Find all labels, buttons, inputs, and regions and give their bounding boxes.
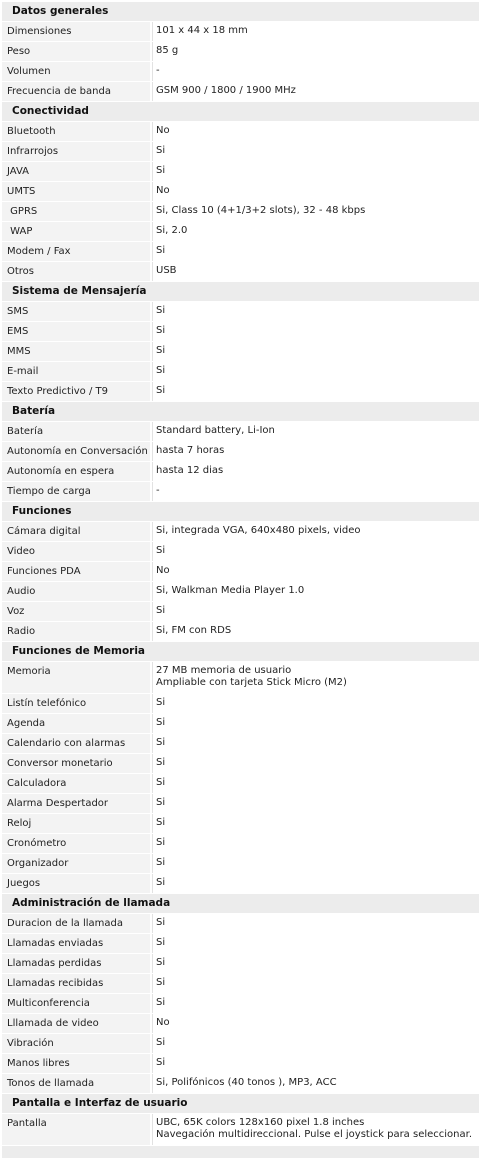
spec-value xyxy=(152,1114,479,1145)
spec-value-line: Si xyxy=(156,877,166,888)
spec-value xyxy=(152,242,479,261)
spec-row xyxy=(2,794,479,813)
spec-value-line: Navegación multidireccional. Pulse el joystick para seleccionar. xyxy=(156,1129,473,1140)
spec-value xyxy=(152,462,479,481)
spec-value xyxy=(152,622,479,641)
spec-value xyxy=(152,1074,479,1093)
spec-label: Duracion de la llamada xyxy=(2,914,150,933)
spec-row xyxy=(2,162,479,181)
spec-value xyxy=(152,162,479,181)
spec-label: Autonomía en Conversación xyxy=(2,442,150,461)
spec-label: Agenda xyxy=(2,714,150,733)
spec-value xyxy=(152,202,479,221)
spec-row xyxy=(2,714,479,733)
spec-value-line: Si xyxy=(156,605,166,616)
spec-row xyxy=(2,602,479,621)
spec-value-line: Si xyxy=(156,345,166,356)
spec-row xyxy=(2,874,479,893)
spec-label: Voz xyxy=(2,602,150,621)
section-header: Conectividad xyxy=(2,102,479,121)
spec-label: Memoria xyxy=(2,662,150,693)
spec-value xyxy=(152,974,479,993)
spec-label: Llamadas recibidas xyxy=(2,974,150,993)
spec-row xyxy=(2,1054,479,1073)
spec-value-line: - xyxy=(156,485,160,496)
spec-row xyxy=(2,814,479,833)
spec-value xyxy=(152,302,479,321)
spec-row xyxy=(2,1114,479,1145)
spec-value-line: Si, 2.0 xyxy=(156,225,188,236)
spec-row xyxy=(2,142,479,161)
spec-value-line: Si xyxy=(156,385,166,396)
spec-label: Tiempo de carga xyxy=(2,482,150,501)
spec-row xyxy=(2,854,479,873)
spec-value-line: Ampliable con tarjeta Stick Micro (M2) xyxy=(156,677,347,688)
spec-value-line: Si xyxy=(156,857,166,868)
spec-value-line: Si xyxy=(156,325,166,336)
spec-value-line: Si xyxy=(156,305,166,316)
spec-value xyxy=(152,122,479,141)
spec-label: SMS xyxy=(2,302,150,321)
spec-row xyxy=(2,542,479,561)
spec-row xyxy=(2,222,479,241)
spec-value xyxy=(152,322,479,341)
spec-row xyxy=(2,1014,479,1033)
spec-label: Funciones PDA xyxy=(2,562,150,581)
spec-value xyxy=(152,754,479,773)
spec-label: Llamadas perdidas xyxy=(2,954,150,973)
spec-value xyxy=(152,562,479,581)
spec-value-line: 85 g xyxy=(156,45,179,56)
spec-label: WAP xyxy=(2,222,150,241)
spec-value-line: Si xyxy=(156,365,166,376)
spec-label: Conversor monetario xyxy=(2,754,150,773)
spec-value-line: Si, Polifónicos (40 tonos ), MP3, ACC xyxy=(156,1077,337,1088)
spec-value xyxy=(152,714,479,733)
spec-row xyxy=(2,182,479,201)
section-header: Pantalla e Interfaz de usuario xyxy=(2,1094,479,1113)
spec-value-line: UBC, 65K colors 128x160 pixel 1.8 inches xyxy=(156,1117,365,1128)
spec-label: Frecuencia de banda xyxy=(2,82,150,101)
spec-value xyxy=(152,442,479,461)
section-header: Batería xyxy=(2,402,479,421)
spec-row xyxy=(2,422,479,441)
spec-value-line: No xyxy=(156,185,170,196)
spec-value xyxy=(152,602,479,621)
spec-label: Otros xyxy=(2,262,150,281)
spec-row xyxy=(2,562,479,581)
spec-label: Multiconferencia xyxy=(2,994,150,1013)
spec-row xyxy=(2,954,479,973)
spec-row xyxy=(2,342,479,361)
spec-value-line: Si xyxy=(156,977,166,988)
spec-label: MMS xyxy=(2,342,150,361)
spec-value xyxy=(152,1034,479,1053)
spec-value-line: Si xyxy=(156,1037,166,1048)
spec-value-line: hasta 12 dias xyxy=(156,465,224,476)
spec-label: Modem / Fax xyxy=(2,242,150,261)
spec-label: JAVA xyxy=(2,162,150,181)
spec-row xyxy=(2,82,479,101)
spec-label: Autonomía en espera xyxy=(2,462,150,481)
spec-value-line: Si xyxy=(156,777,166,788)
spec-label: Lllamada de video xyxy=(2,1014,150,1033)
spec-label: Llamadas enviadas xyxy=(2,934,150,953)
spec-value-line: Si xyxy=(156,937,166,948)
spec-row xyxy=(2,382,479,401)
spec-value-line: Si, Walkman Media Player 1.0 xyxy=(156,585,305,596)
spec-label: Calculadora xyxy=(2,774,150,793)
spec-row xyxy=(2,734,479,753)
spec-row xyxy=(2,834,479,853)
spec-label: Cámara digital xyxy=(2,522,150,541)
spec-row xyxy=(2,974,479,993)
spec-value-line: Si xyxy=(156,737,166,748)
spec-value-line: Si xyxy=(156,917,166,928)
spec-label: Dimensiones xyxy=(2,22,150,41)
spec-value-line: Si, integrada VGA, 640x480 pixels, video xyxy=(156,525,361,536)
spec-label: Texto Predictivo / T9 xyxy=(2,382,150,401)
spec-label: Infrarrojos xyxy=(2,142,150,161)
spec-value-line: Si xyxy=(156,245,166,256)
spec-value xyxy=(152,734,479,753)
spec-value xyxy=(152,914,479,933)
spec-value-line: hasta 7 horas xyxy=(156,445,225,456)
spec-value xyxy=(152,62,479,81)
spec-value-line: No xyxy=(156,1017,170,1028)
spec-label: EMS xyxy=(2,322,150,341)
spec-row xyxy=(2,1034,479,1053)
spec-row xyxy=(2,22,479,41)
spec-value xyxy=(152,694,479,713)
spec-value xyxy=(152,542,479,561)
spec-label: Juegos xyxy=(2,874,150,893)
spec-row xyxy=(2,522,479,541)
spec-value xyxy=(152,794,479,813)
spec-value xyxy=(152,582,479,601)
spec-value-line: Si xyxy=(156,545,166,556)
spec-label: Calendario con alarmas xyxy=(2,734,150,753)
spec-row xyxy=(2,774,479,793)
spec-value xyxy=(152,262,479,281)
spec-row xyxy=(2,1074,479,1093)
trailing-divider xyxy=(2,1146,479,1158)
spec-value-line: Si xyxy=(156,817,166,828)
spec-value-line: Si xyxy=(156,797,166,808)
spec-label: Manos libres xyxy=(2,1054,150,1073)
spec-row xyxy=(2,694,479,713)
spec-value xyxy=(152,142,479,161)
spec-row xyxy=(2,582,479,601)
spec-sheet xyxy=(2,0,479,1158)
spec-row xyxy=(2,42,479,61)
spec-value xyxy=(152,362,479,381)
spec-value-line: USB xyxy=(156,265,177,276)
spec-value xyxy=(152,482,479,501)
spec-row xyxy=(2,262,479,281)
spec-value-line: No xyxy=(156,125,170,136)
section-header: Datos generales xyxy=(2,2,479,21)
spec-value xyxy=(152,1014,479,1033)
spec-row xyxy=(2,442,479,461)
spec-label: Batería xyxy=(2,422,150,441)
spec-row xyxy=(2,242,479,261)
spec-label: Peso xyxy=(2,42,150,61)
spec-label: Organizador xyxy=(2,854,150,873)
spec-value xyxy=(152,342,479,361)
spec-value xyxy=(152,954,479,973)
spec-value xyxy=(152,182,479,201)
spec-value xyxy=(152,382,479,401)
spec-label: Listín telefónico xyxy=(2,694,150,713)
spec-value xyxy=(152,662,479,693)
spec-value xyxy=(152,874,479,893)
spec-row xyxy=(2,994,479,1013)
spec-value-line: Si xyxy=(156,1057,166,1068)
spec-value xyxy=(152,814,479,833)
spec-label: Vibración xyxy=(2,1034,150,1053)
spec-value xyxy=(152,934,479,953)
section-header: Funciones xyxy=(2,502,479,521)
spec-row xyxy=(2,202,479,221)
spec-row xyxy=(2,662,479,693)
spec-label: Volumen xyxy=(2,62,150,81)
spec-value-line: Si xyxy=(156,165,166,176)
spec-value-line: Si, FM con RDS xyxy=(156,625,232,636)
spec-value-line: Si xyxy=(156,837,166,848)
spec-value-line: Standard battery, Li-Ion xyxy=(156,425,275,436)
spec-row xyxy=(2,934,479,953)
spec-label: Bluetooth xyxy=(2,122,150,141)
spec-value-line: - xyxy=(156,65,160,76)
spec-value-line: GSM 900 / 1800 / 1900 MHz xyxy=(156,85,296,96)
spec-row xyxy=(2,62,479,81)
spec-row xyxy=(2,754,479,773)
spec-row xyxy=(2,122,479,141)
section-header: Administración de llamada xyxy=(2,894,479,913)
spec-value xyxy=(152,222,479,241)
spec-value-line: Si xyxy=(156,757,166,768)
spec-value-line: Si xyxy=(156,717,166,728)
spec-label: Reloj xyxy=(2,814,150,833)
spec-label: UMTS xyxy=(2,182,150,201)
spec-label: Cronómetro xyxy=(2,834,150,853)
spec-value-line: 101 x 44 x 18 mm xyxy=(156,25,248,36)
spec-value-line: No xyxy=(156,565,170,576)
spec-label: Pantalla xyxy=(2,1114,150,1145)
spec-label: Tonos de llamada xyxy=(2,1074,150,1093)
spec-label: GPRS xyxy=(2,202,150,221)
spec-value xyxy=(152,422,479,441)
spec-value xyxy=(152,22,479,41)
spec-row xyxy=(2,914,479,933)
spec-value-line: Si, Class 10 (4+1/3+2 slots), 32 - 48 kbps xyxy=(156,205,366,216)
spec-label: Video xyxy=(2,542,150,561)
spec-value xyxy=(152,834,479,853)
spec-value-line: Si xyxy=(156,957,166,968)
spec-label: Radio xyxy=(2,622,150,641)
spec-value xyxy=(152,82,479,101)
spec-value-line: Si xyxy=(156,697,166,708)
section-header: Sistema de Mensajería xyxy=(2,282,479,301)
spec-row xyxy=(2,322,479,341)
spec-value xyxy=(152,522,479,541)
spec-value xyxy=(152,854,479,873)
spec-row xyxy=(2,302,479,321)
spec-row xyxy=(2,622,479,641)
spec-value xyxy=(152,1054,479,1073)
spec-value-line: Si xyxy=(156,145,166,156)
spec-value-line: 27 MB memoria de usuario xyxy=(156,665,292,676)
spec-row xyxy=(2,462,479,481)
spec-value xyxy=(152,994,479,1013)
spec-row xyxy=(2,482,479,501)
spec-value-line: Si xyxy=(156,997,166,1008)
spec-value xyxy=(152,774,479,793)
spec-value xyxy=(152,42,479,61)
spec-label: Audio xyxy=(2,582,150,601)
spec-label: Alarma Despertador xyxy=(2,794,150,813)
section-header: Funciones de Memoria xyxy=(2,642,479,661)
spec-row xyxy=(2,362,479,381)
spec-label: E-mail xyxy=(2,362,150,381)
